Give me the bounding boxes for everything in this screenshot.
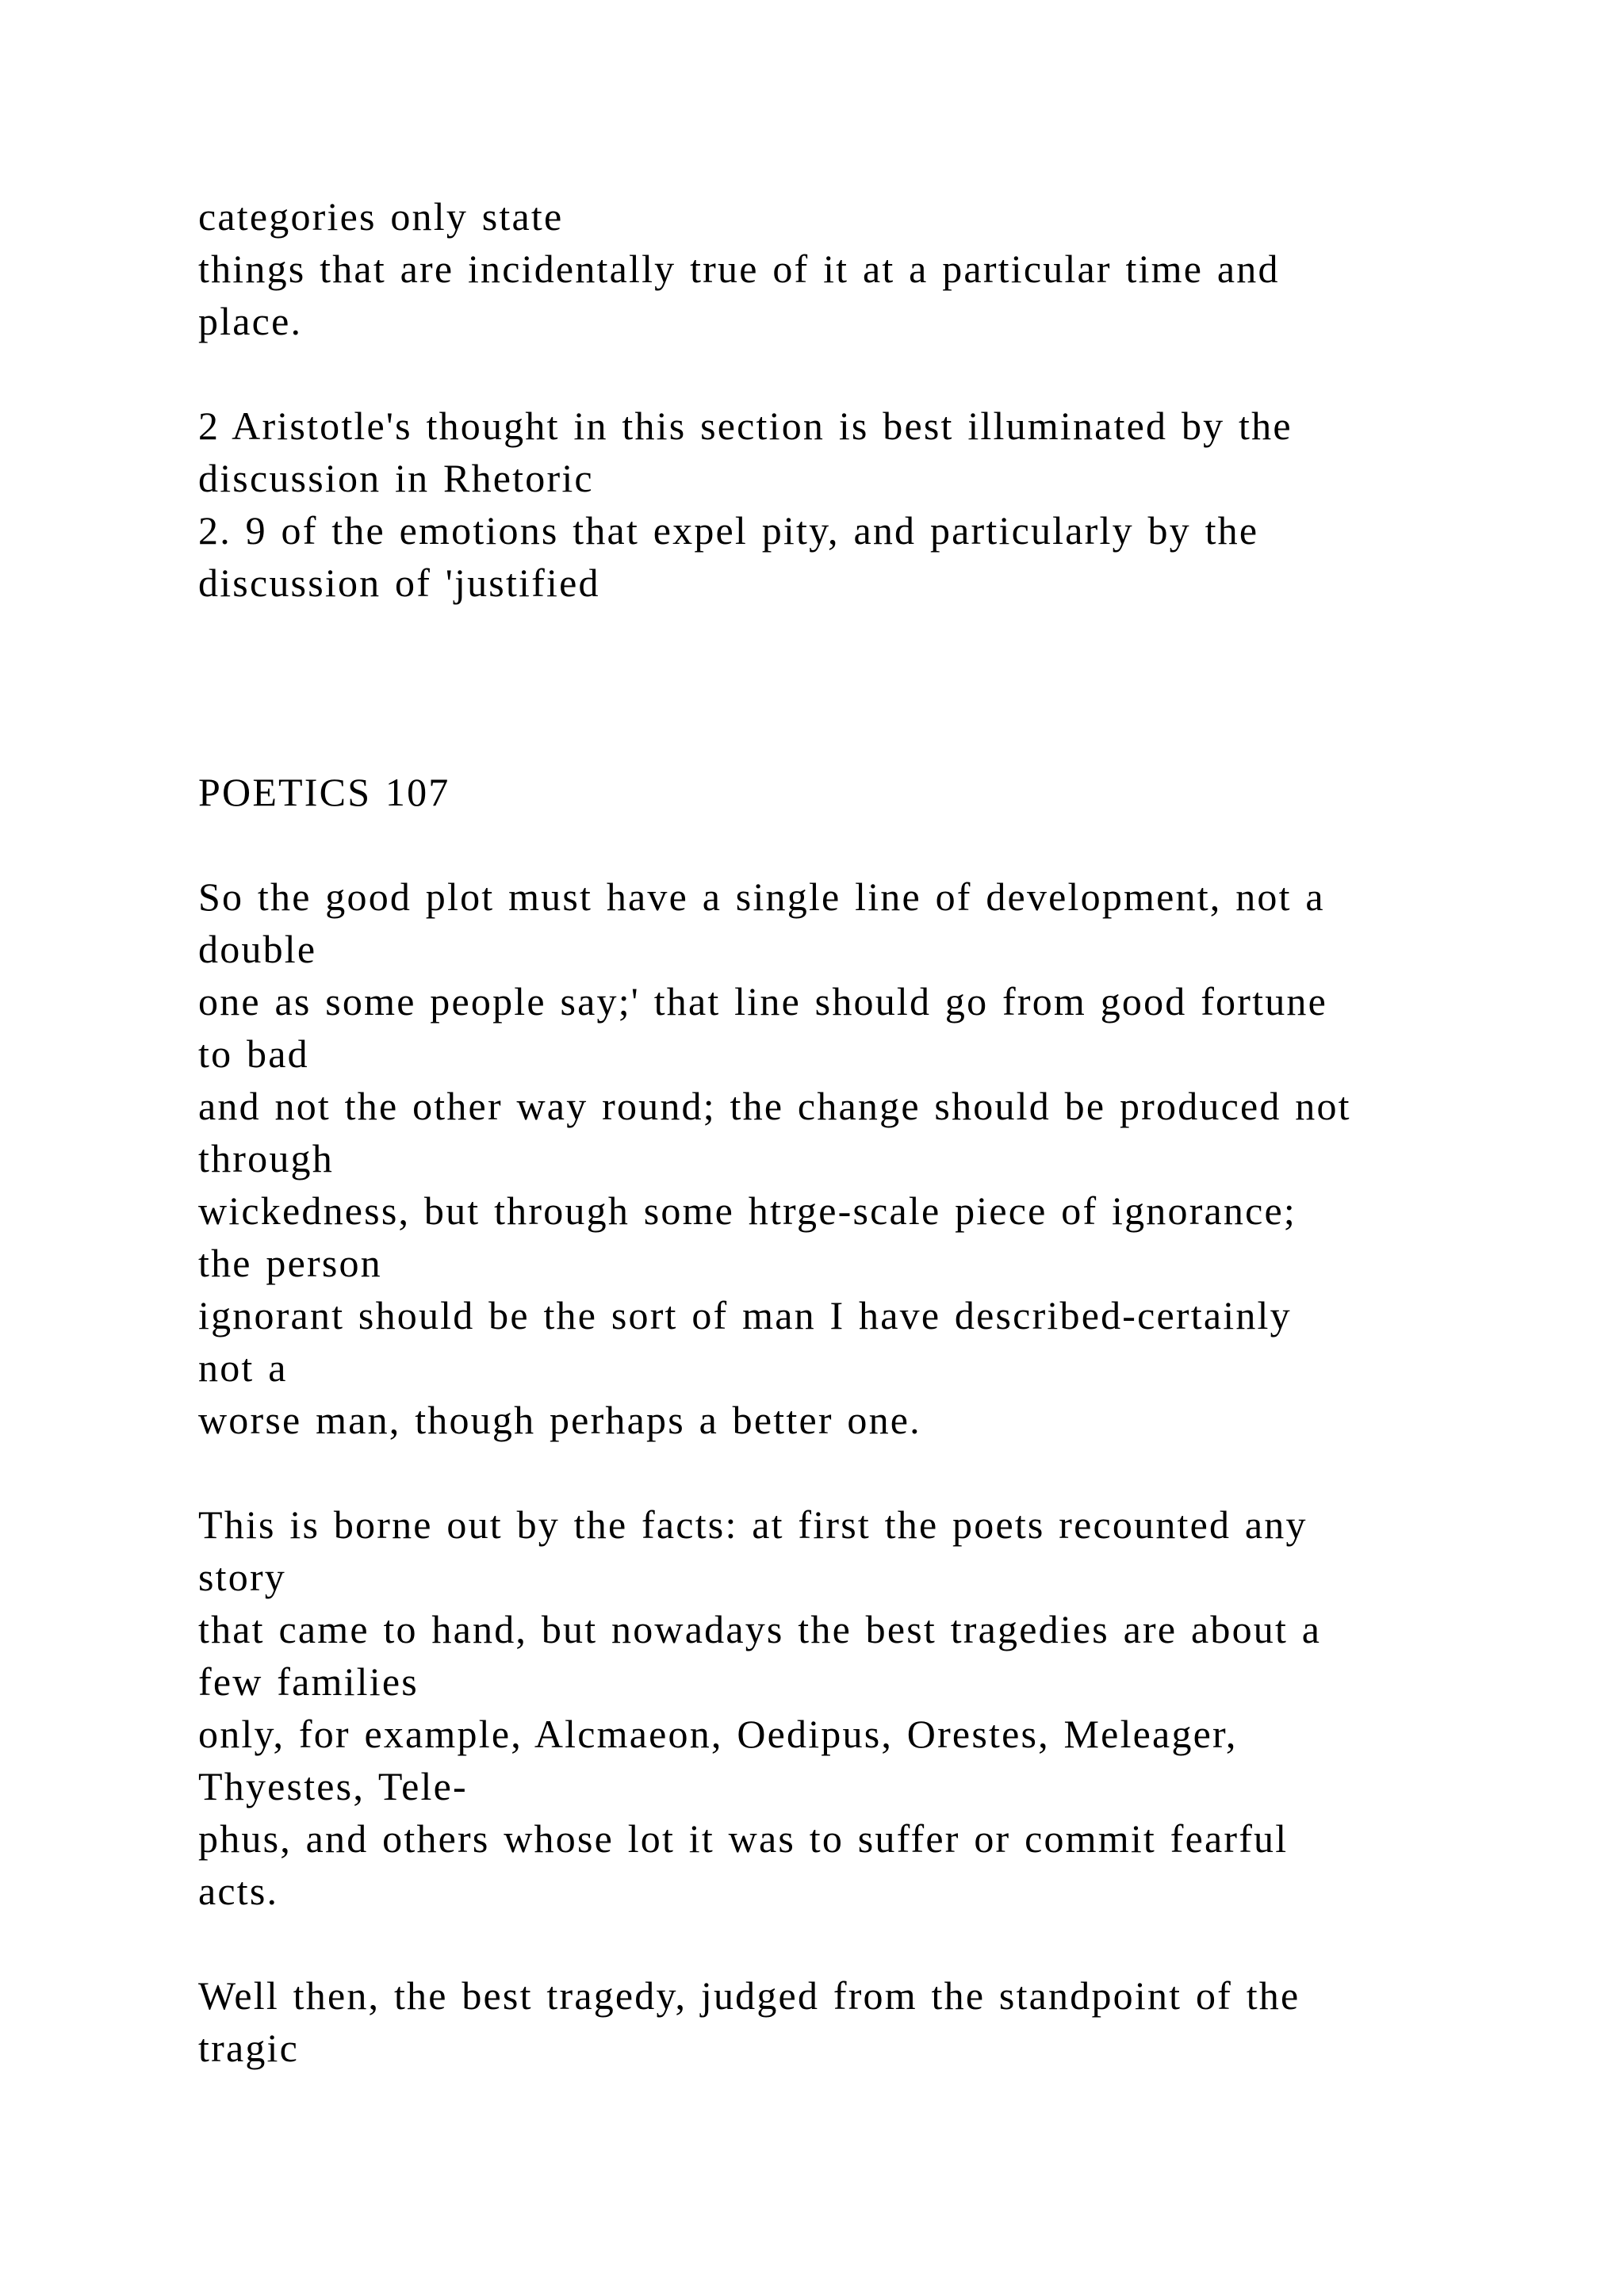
paragraph-1 xyxy=(198,871,1546,1446)
text-line: So the good plot must have a single line of development, not a xyxy=(198,874,1325,919)
text-line: that came to hand, but nowadays the best tragedies are about a xyxy=(198,1607,1322,1651)
paragraph-gap xyxy=(198,1446,1546,1498)
text-line: place. xyxy=(198,299,303,343)
text-line: one as some people say;' that line should go from good fortune xyxy=(198,979,1327,1024)
document-page xyxy=(198,190,1546,2074)
text-line: acts. xyxy=(198,1869,279,1913)
paragraph-gap xyxy=(198,347,1546,400)
text-line: This is borne out by the facts: at first the poets recounted any xyxy=(198,1502,1308,1547)
text-line: and not the other way round; the change should be produced not xyxy=(198,1084,1351,1128)
paragraph-gap xyxy=(198,818,1546,871)
page-header-text: POETICS 107 xyxy=(198,770,450,814)
text-line: 2 Aristotle's thought in this section is best illuminated by the xyxy=(198,404,1293,448)
text-line: not a xyxy=(198,1345,288,1390)
text-line: ignorant should be the sort of man I have described-certainly xyxy=(198,1293,1292,1337)
footnote-1-tail xyxy=(198,190,1546,347)
text-line: discussion of 'justified xyxy=(198,561,600,605)
text-line: only, for example, Alcmaeon, Oedipus, Orestes, Meleager, xyxy=(198,1712,1238,1756)
section-gap xyxy=(198,609,1546,766)
text-line: worse man, though perhaps a better one. xyxy=(198,1398,921,1442)
text-line: to bad xyxy=(198,1031,309,1076)
paragraph-3 xyxy=(198,1969,1546,2074)
text-line: things that are incidentally true of it at a particular time and xyxy=(198,247,1280,291)
text-line: phus, and others whose lot it was to suffer or commit fearful xyxy=(198,1816,1289,1861)
text-line: discussion in Rhetoric xyxy=(198,456,594,500)
text-line: story xyxy=(198,1555,286,1599)
text-line: few families xyxy=(198,1659,419,1704)
text-line: Well then, the best tragedy, judged from the standpoint of the xyxy=(198,1973,1300,2018)
text-line: double xyxy=(198,927,317,971)
text-line: tragic xyxy=(198,2026,300,2070)
text-line: wickedness, but through some htrge-scale piece of ignorance; xyxy=(198,1188,1297,1233)
footnote-2 xyxy=(198,400,1546,609)
text-line: through xyxy=(198,1136,334,1181)
text-line: categories only state xyxy=(198,194,564,239)
text-line: the person xyxy=(198,1241,382,1285)
paragraph-2 xyxy=(198,1498,1546,1917)
text-line: 2. 9 of the emotions that expel pity, and particularly by the xyxy=(198,508,1259,553)
paragraph-gap xyxy=(198,1917,1546,1969)
running-header xyxy=(198,766,1546,818)
text-line: Thyestes, Tele- xyxy=(198,1764,468,1808)
